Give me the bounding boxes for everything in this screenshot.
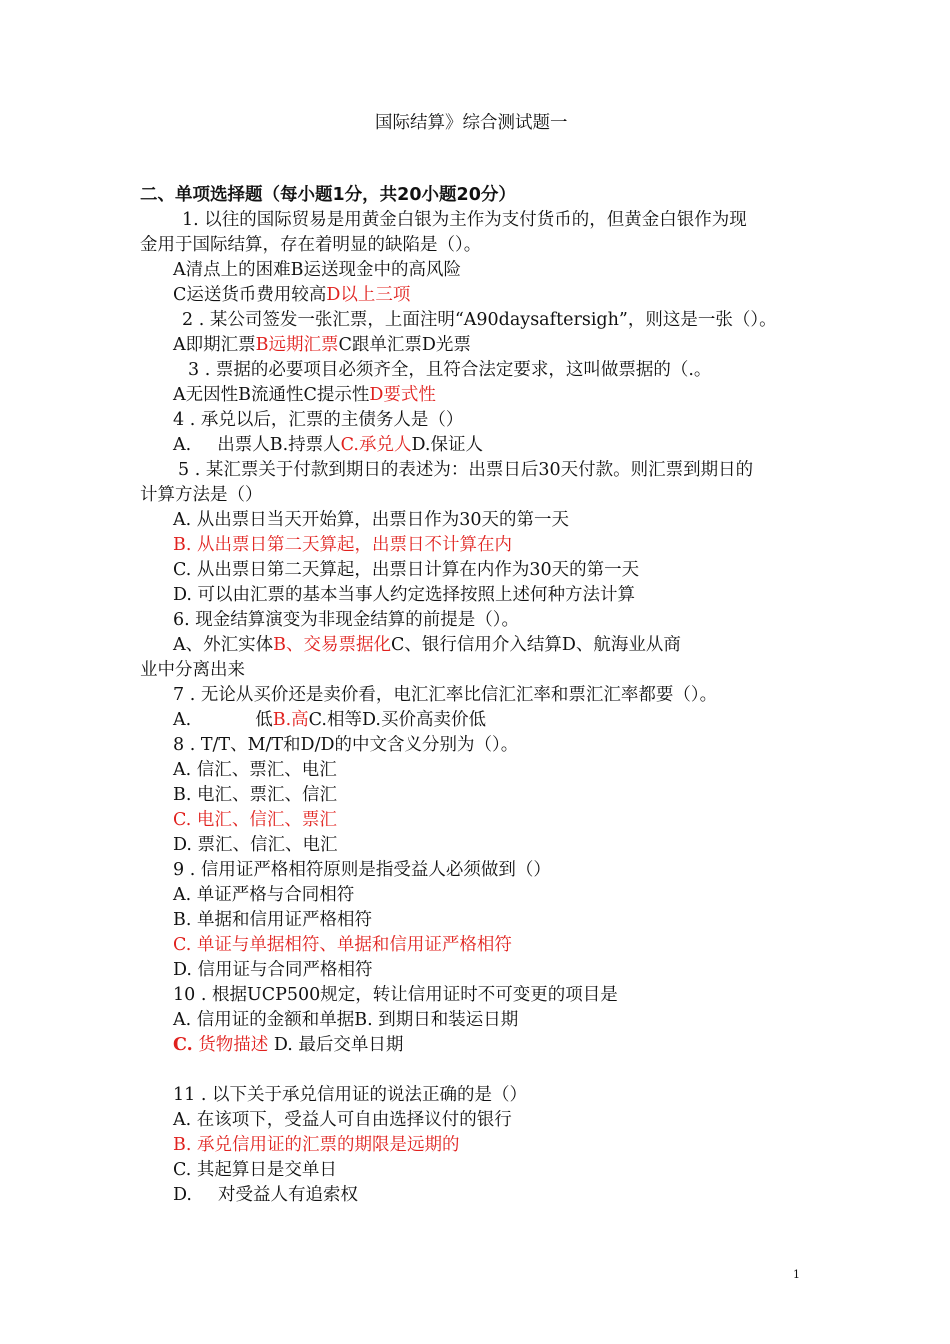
question-11-option-a: A. 在该项下，受益人可自由选择议付的银行: [173, 1110, 512, 1130]
question-4-option-d: D.保证人: [411, 435, 483, 455]
question-6-answer-b: B、交易票据化: [273, 635, 392, 655]
question-5-option-c: C. 从出票日第二天算起，出票日计算在内作为30天的第一天: [173, 560, 640, 580]
question-4-answer-c: C.承兑人: [340, 435, 412, 455]
question-6-option-cont: 业中分离出来: [140, 660, 245, 680]
page-number: 1: [793, 1268, 800, 1281]
question-1-stem: 1. 以往的国际贸易是用黄金白银为主作为支付货币的，但黄金白银作为现: [182, 210, 747, 230]
question-4-option-ab: 出票人B.持票人: [217, 435, 341, 455]
page-title: 国际结算》综合测试题一: [375, 113, 568, 133]
question-5-stem: 5 . 某汇票关于付款到期日的表述为：出票日后30天付款。则汇票到期日的: [178, 460, 754, 480]
question-8-option-a: A. 信汇、票汇、电汇: [173, 760, 337, 780]
question-10-options-cd: [173, 1034, 403, 1056]
section-heading: 二、单项选择题（每小题1分，共20小题20分）: [140, 185, 516, 205]
question-7-option-cd: C.相等D.买价高卖价低: [308, 710, 486, 730]
question-11-answer-b: B. 承兑信用证的汇票的期限是远期的: [173, 1135, 460, 1155]
question-11-option-d: [173, 1184, 358, 1206]
question-9-option-b: B. 单据和信用证严格相符: [173, 910, 372, 930]
question-1-option-c: C运送货币费用较高: [173, 285, 327, 305]
question-2-answer-b: B远期汇票: [255, 335, 339, 355]
question-9-option-a: A. 单证严格与合同相符: [173, 885, 355, 905]
question-10-answer-c: 货物描述: [198, 1035, 269, 1055]
question-4-option-a-label: A.: [173, 435, 192, 455]
question-11-option-c: C. 其起算日是交单日: [173, 1160, 337, 1180]
question-5-option-a: A. 从出票日当天开始算，出票日作为30天的第一天: [173, 510, 570, 530]
question-7-option-a: 低: [255, 710, 273, 730]
question-6-options: [173, 634, 681, 656]
question-1-answer-d: D以上三项: [326, 285, 411, 305]
question-1-options-ab: A清点上的困难B运送现金中的高风险: [173, 260, 461, 280]
question-6-option-cd: C、银行信用介入结算D、航海业从商: [391, 635, 681, 655]
question-5-stem-cont: 计算方法是（）: [140, 485, 263, 505]
question-10-option-d: D. 最后交单日期: [273, 1035, 404, 1055]
question-3-stem: 3 . 票据的必要项目必须齐全，且符合法定要求，这叫做票据的（.。: [188, 360, 712, 380]
question-2-stem: 2 . 某公司签发一张汇票，上面注明“A90daysaftersigh”，则这是一张（）。: [182, 310, 777, 330]
question-11-option-d-label: D.: [173, 1185, 192, 1205]
question-4-options: [173, 434, 483, 456]
question-7-answer-b: B.高: [272, 710, 309, 730]
question-3-answer-d: D要式性: [369, 385, 436, 405]
question-8-option-b: B. 电汇、票汇、信汇: [173, 785, 337, 805]
question-5-answer-b: B. 从出票日第二天算起，出票日不计算在内: [173, 535, 512, 555]
question-11-option-d-text: 对受益人有追索权: [217, 1185, 358, 1205]
question-2-options: [173, 334, 471, 356]
question-7-option-a-label: A.: [173, 710, 192, 730]
question-7-options: [173, 709, 486, 731]
question-10-answer-c-label: C.: [173, 1035, 193, 1055]
question-6-stem: 6. 现金结算演变为非现金结算的前提是（）。: [173, 610, 520, 630]
question-1-stem-cont: 金用于国际结算，存在着明显的缺陷是（）。: [140, 235, 482, 255]
question-9-option-d: D. 信用证与合同严格相符: [173, 960, 373, 980]
question-8-stem: 8 . T/T、M/T和D/D的中文含义分别为（）。: [173, 735, 519, 755]
question-8-answer-c: C. 电汇、信汇、票汇: [173, 810, 337, 830]
question-3-option-abc: A无因性B流通性C提示性: [173, 385, 370, 405]
question-9-stem: 9 . 信用证严格相符原则是指受益人必须做到（）: [173, 860, 551, 880]
question-4-stem: 4 . 承兑以后，汇票的主债务人是（）: [173, 410, 464, 430]
question-8-option-d: D. 票汇、信汇、电汇: [173, 835, 338, 855]
question-3-options: [173, 384, 436, 406]
question-6-option-a: A、外汇实体: [173, 635, 274, 655]
question-2-option-cd: C跟单汇票D光票: [338, 335, 471, 355]
question-2-option-a: A即期汇票: [173, 335, 256, 355]
question-5-option-d: D. 可以由汇票的基本当事人约定选择按照上述何种方法计算: [173, 585, 636, 605]
question-7-stem: 7 . 无论从买价还是卖价看，电汇汇率比信汇汇率和票汇汇率都要（）。: [173, 685, 718, 705]
question-9-answer-c: C. 单证与单据相符、单据和信用证严格相符: [173, 935, 512, 955]
question-11-stem: 11 . 以下关于承兑信用证的说法正确的是（）: [173, 1085, 527, 1105]
question-1-options-cd: [173, 284, 410, 306]
question-10-option-ab: A. 信用证的金额和单据B. 到期日和装运日期: [173, 1010, 519, 1030]
question-10-stem: 10 . 根据UCP500规定，转让信用证时不可变更的项目是: [173, 985, 618, 1005]
